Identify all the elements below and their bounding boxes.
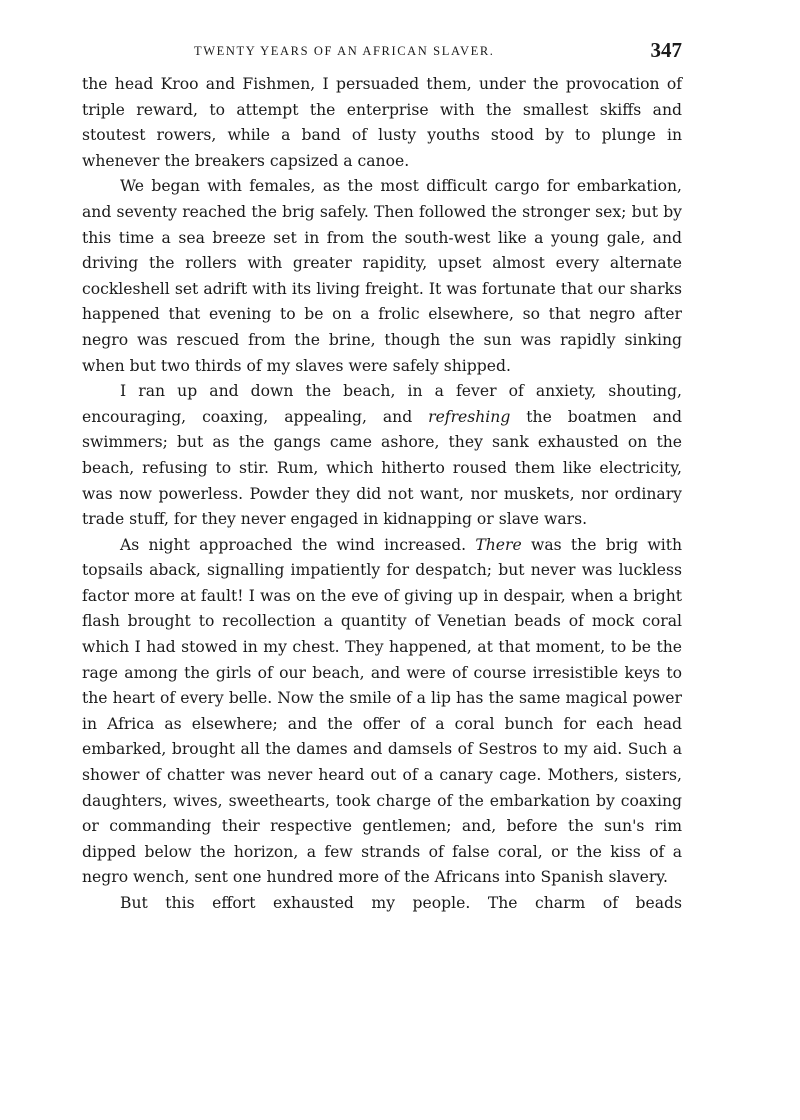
page-number: 347 — [650, 38, 682, 62]
running-title: TWENTY YEARS OF AN AFRICAN SLAVER. — [194, 44, 495, 58]
paragraph-4-text-b: was the brig with topsails aback, signalling impatiently for despatch; but never was luckless factor more at fault! I was on the eve of giving up in despair, when a bright flash brought to recollection a quantity of Venetian beads of mock coral which I had stowed in my chest. They happened, at that moment, to be the rage among the girls of our beach, and were of course irresistible keys to the heart of every belle. Now the smile of a lip has the same magical power in Africa as elsewhere; and the offer of a coral bunch for each head embarked, brought all the dames and damsels of Sestros to my aid. Such a shower of chatter was never heard out of a canary cage. Mothers, sisters, daughters, wives, sweethearts, took charge of the embarkation by coaxing or commanding their respective gentlemen; and, before the sun's rim dipped below the horizon, a few strands of false coral, or the kiss of a negro wench, sent one hundred more of the Africans into Spanish slavery. — [82, 535, 682, 887]
paragraph-4-italic: There — [475, 535, 522, 554]
paragraph-3-italic: refreshing — [428, 407, 511, 426]
paragraph-1: the head Kroo and Fishmen, I persuaded them, under the provocation of triple reward, to attempt the enterprise with the smallest skiffs and stoutest rowers, while a band of lusty youths stood by to plunge in whenever the breakers capsized a canoe. — [82, 75, 682, 170]
paragraph-4-text-a: As night approached the wind increased. — [120, 535, 476, 554]
running-head — [82, 38, 682, 66]
book-page — [82, 38, 682, 917]
paragraph-3 — [82, 379, 682, 533]
body-text — [82, 72, 682, 917]
paragraph-5: But this effort exhausted my people. The charm of beads — [120, 894, 682, 912]
paragraph-2: We began with females, as the most difficult cargo for embarkation, and seventy reached the brig safely. Then followed the stronger sex; but by this time a sea breeze set in from the south-west like a young gale, and driving the rollers with greater rapidity, upset almost every alternate cockleshell set adrift with its living freight. It was fortunate that our sharks happened that evening to be on a frolic elsewhere, so that negro after negro was rescued from the brine, though the sun was rapidly sinking when but two thirds of my slaves were safely shipped. — [82, 177, 682, 375]
paragraph-3-text-a: I ran up and down the beach, in a fever of anxiety, shouting, encouraging, coaxing, appealing, and — [82, 382, 682, 426]
paragraph-3-text-b: the boatmen and swimmers; but as the gangs came ashore, they sank exhausted on the beach, refusing to stir. Rum, which hitherto roused them like electricity, was now powerless. Powder they did not want, nor muskets, nor ordinary trade stuff, for they never engaged in kidnapping or slave wars. — [82, 407, 682, 529]
paragraph-4 — [82, 533, 682, 891]
